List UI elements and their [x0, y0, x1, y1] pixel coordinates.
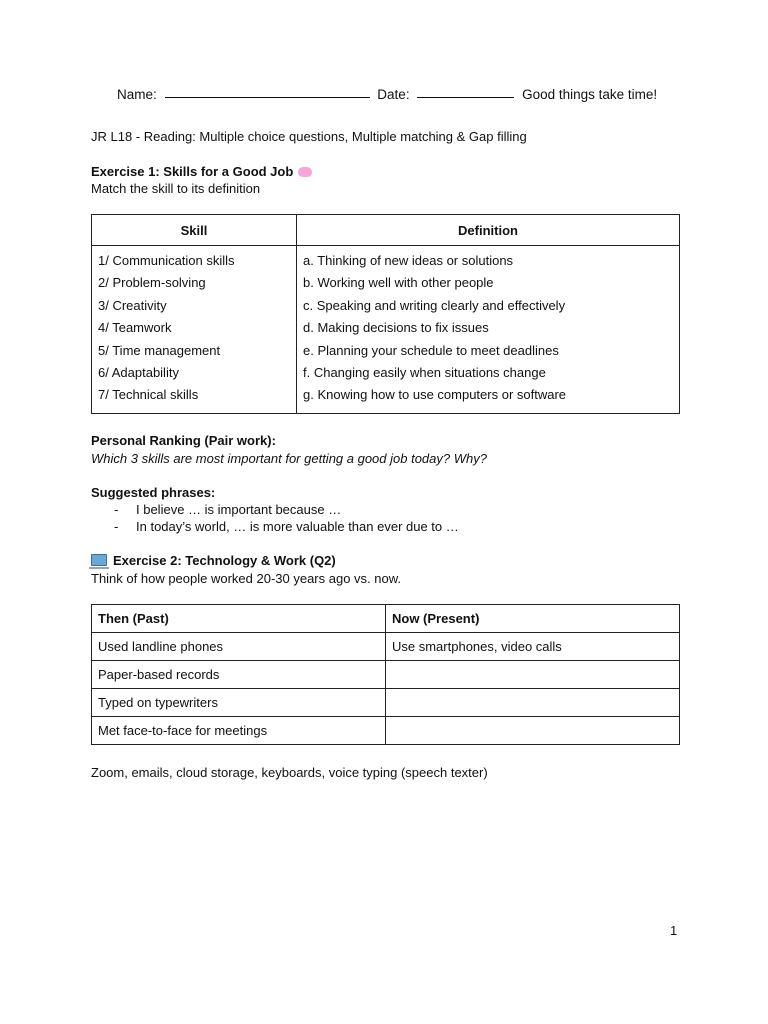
- definitions-list: [297, 246, 680, 414]
- bullet-dash: -: [114, 519, 119, 534]
- phrase-item: In today’s world, … is more valuable than ever due to …: [136, 519, 459, 534]
- phrases-title: Suggested phrases:: [91, 485, 216, 500]
- ranking-title: Personal Ranking (Pair work):: [91, 433, 276, 448]
- then-column-header: Then (Past): [92, 605, 386, 633]
- skills-list: [92, 246, 297, 414]
- definition-column-header: Definition: [297, 215, 680, 246]
- definition-item: c. Speaking and writing clearly and effectively: [303, 297, 566, 313]
- table-row: [92, 633, 680, 661]
- definition-item: e. Planning your schedule to meet deadlines: [303, 342, 559, 358]
- header-line: [117, 87, 657, 102]
- skills-table: [91, 214, 680, 414]
- date-blank: [417, 96, 514, 98]
- skill-item: 5/ Time management: [98, 342, 221, 358]
- exercise2-instruction: Think of how people worked 20-30 years ago vs. now.: [91, 571, 402, 586]
- definition-item: a. Thinking of new ideas or solutions: [303, 253, 514, 268]
- skill-item: 4/ Teamwork: [98, 320, 172, 336]
- lesson-title: JR L18 - Reading: Multiple choice questions, Multiple matching & Gap filling: [91, 129, 527, 144]
- exercise1-heading: [91, 164, 312, 179]
- technology-table: [91, 604, 680, 745]
- skill-item: 2/ Problem-solving: [98, 275, 206, 291]
- laptop-icon: [91, 554, 107, 566]
- page-number: 1: [670, 923, 678, 938]
- motto: Good things take time!: [522, 87, 658, 102]
- skills-table-header: [92, 215, 680, 246]
- then-cell: Used landline phones: [92, 633, 386, 661]
- table-row: [92, 717, 680, 745]
- skill-item: 7/ Technical skills: [98, 387, 199, 403]
- exercise2-heading: [91, 553, 336, 568]
- technology-table-header: [92, 605, 680, 633]
- brain-icon: [298, 167, 312, 177]
- then-cell: Typed on typewriters: [92, 689, 386, 717]
- table-row: [92, 689, 680, 717]
- definition-item: d. Making decisions to fix issues: [303, 320, 489, 336]
- bullet-dash: -: [114, 502, 119, 517]
- now-column-header: Now (Present): [386, 605, 680, 633]
- definition-item: b. Working well with other people: [303, 275, 494, 291]
- exercise1-instruction: Match the skill to its definition: [91, 181, 261, 196]
- name-label: Name:: [117, 87, 157, 102]
- name-blank: [165, 96, 370, 98]
- skill-column-header: Skill: [92, 215, 297, 246]
- table-row: [92, 661, 680, 689]
- exercise1-title: Exercise 1: Skills for a Good Job: [91, 164, 294, 179]
- skill-item: 3/ Creativity: [98, 297, 167, 313]
- word-bank: Zoom, emails, cloud storage, keyboards, voice typing (speech texter): [91, 765, 488, 780]
- then-cell: Paper-based records: [92, 661, 386, 689]
- now-cell[interactable]: Use smartphones, video calls: [386, 633, 680, 661]
- definition-item: g. Knowing how to use computers or software: [303, 387, 567, 403]
- date-label: Date:: [377, 87, 410, 102]
- skill-item: 6/ Adaptability: [98, 365, 179, 381]
- now-cell[interactable]: [386, 717, 680, 745]
- skill-item: 1/ Communication skills: [98, 253, 235, 268]
- now-cell[interactable]: [386, 661, 680, 689]
- exercise2-title: Exercise 2: Technology & Work (Q2): [113, 553, 336, 568]
- definition-item: f. Changing easily when situations change: [303, 365, 546, 381]
- skills-table-body: [92, 246, 680, 414]
- now-cell[interactable]: [386, 689, 680, 717]
- ranking-question: Which 3 skills are most important for getting a good job today? Why?: [91, 451, 487, 466]
- phrase-item: I believe … is important because …: [136, 502, 342, 517]
- then-cell: Met face-to-face for meetings: [92, 717, 386, 745]
